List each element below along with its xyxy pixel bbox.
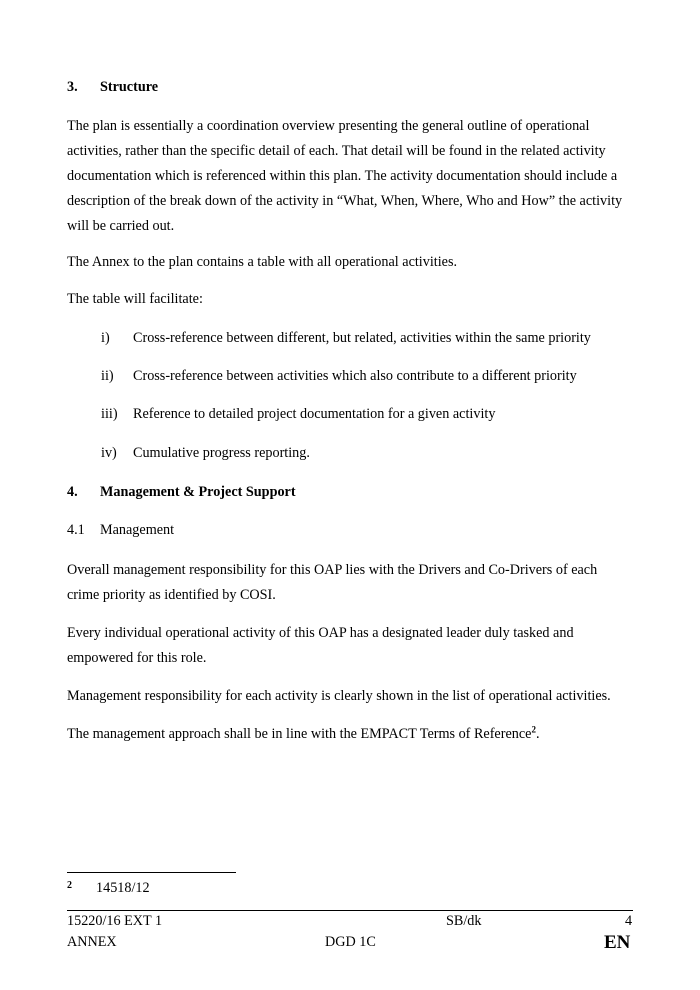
section-4-heading bbox=[67, 484, 296, 501]
list-item bbox=[101, 368, 577, 385]
footer-initials: SB/dk bbox=[446, 913, 482, 929]
section-3-paragraph-1: The plan is essentially a coordination overview presenting the general outline of operational activities, rather than the specific detail of each. That detail will be found in the related activity documentation which is referenced within this plan. The activity documentation should include a description of the break down of the activity in “What, When, Where, Who and How” the activity will be carried out. bbox=[67, 118, 623, 234]
section-3-number: 3. bbox=[67, 79, 78, 95]
list-marker: iii) bbox=[101, 406, 118, 422]
list-marker: ii) bbox=[101, 368, 114, 384]
section-4-paragraph-4 bbox=[67, 722, 633, 747]
subsection-number: 4.1 bbox=[67, 522, 85, 538]
section-3-title: Structure bbox=[100, 79, 159, 95]
footer-page-number: 4 bbox=[625, 913, 633, 929]
footer-separator bbox=[67, 910, 633, 911]
footnote-text: 14518/12 bbox=[96, 880, 150, 896]
section-3-paragraph-3: The table will facilitate: bbox=[67, 291, 203, 307]
list-item bbox=[101, 445, 310, 462]
section-4-paragraph-2: Every individual operational activity of this OAP has a designated leader duly tasked and empowered for this role. bbox=[67, 625, 574, 666]
section-3-paragraph-2: The Annex to the plan contains a table with all operational activities. bbox=[67, 254, 458, 270]
footnote-separator bbox=[67, 872, 236, 873]
footer-language-code: EN bbox=[604, 932, 631, 953]
footer-annex: ANNEX bbox=[67, 934, 117, 950]
section-4-title: Management & Project Support bbox=[100, 484, 296, 500]
section-4-number: 4. bbox=[67, 484, 78, 500]
list-item-text: Reference to detailed project documentation for a given activity bbox=[133, 406, 496, 422]
footnote bbox=[67, 880, 150, 897]
paragraph-text: The management approach shall be in line with the EMPACT Terms of Reference bbox=[67, 726, 532, 742]
subsection-title: Management bbox=[100, 522, 175, 538]
list-item bbox=[101, 406, 495, 423]
paragraph-end: . bbox=[535, 726, 540, 742]
subsection-4-1-heading bbox=[67, 522, 174, 539]
list-marker: i) bbox=[101, 330, 110, 346]
list-item-text: Cumulative progress reporting. bbox=[133, 445, 310, 461]
footer-doc-ref: 15220/16 EXT 1 bbox=[67, 913, 163, 929]
footnote-mark: 2 bbox=[67, 880, 72, 891]
footer-dept: DGD 1C bbox=[325, 934, 376, 950]
section-4-paragraph-1: Overall management responsibility for this OAP lies with the Drivers and Co-Drivers of each crime priority as identified by COSI. bbox=[67, 562, 598, 603]
section-3-heading bbox=[67, 79, 158, 96]
list-marker: iv) bbox=[101, 445, 117, 461]
list-item bbox=[101, 330, 591, 347]
list-item-text: Cross-reference between activities which also contribute to a different priority bbox=[133, 368, 577, 384]
list-item-text: Cross-reference between different, but related, activities within the same priority bbox=[133, 330, 591, 346]
section-4-paragraph-3: Management responsibility for each activity is clearly shown in the list of operational activities. bbox=[67, 688, 611, 704]
footnote-reference[interactable]: 2 bbox=[531, 724, 536, 735]
